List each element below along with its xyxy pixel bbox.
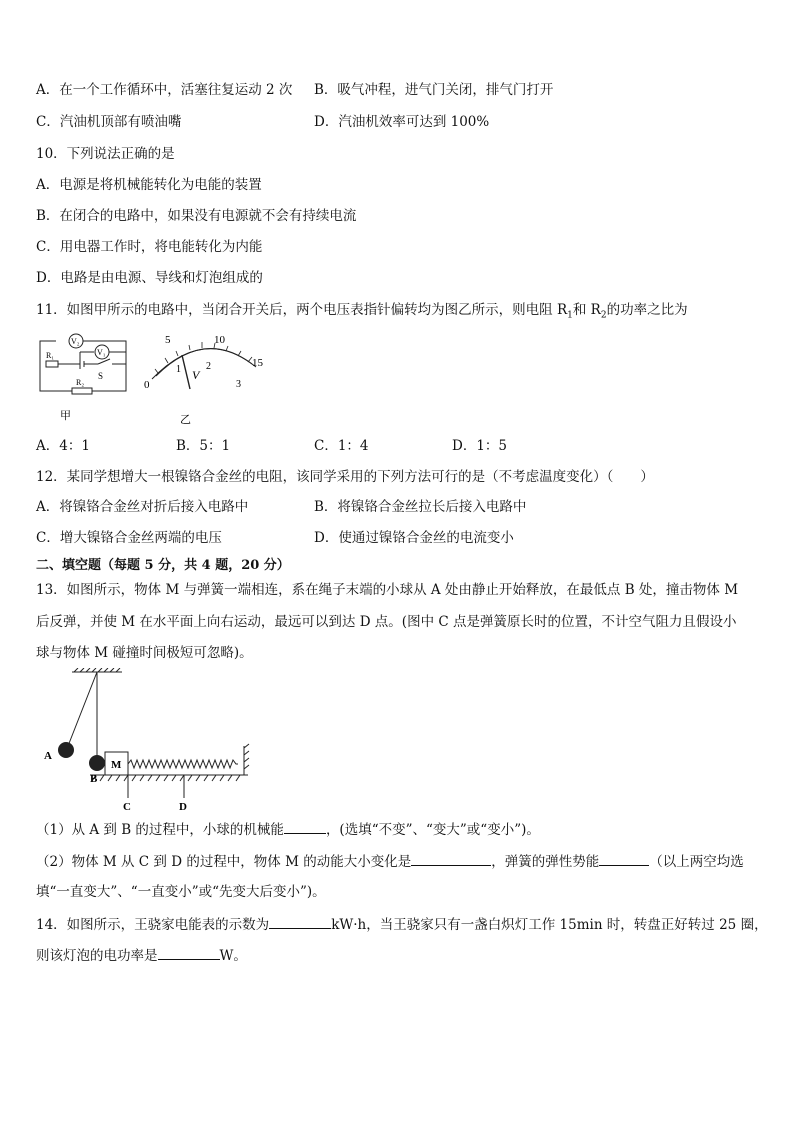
- q13-line-2: 后反弹，并使 M 在水平面上向右运动，最远可以到达 D 点。(图中 C 点是弹簧原长时的位置，不计空气阻力且假设小: [36, 614, 737, 630]
- r1-subscript: 1: [567, 310, 573, 321]
- resistor-r2-icon: [72, 388, 92, 394]
- q11-stem: [36, 300, 688, 326]
- q9-option-a: A．在一个工作循环中，活塞往复运动 2 次: [36, 82, 293, 98]
- figure-jia-label: 甲: [60, 410, 71, 422]
- q11-stem-post: 的功率之比为: [606, 302, 688, 318]
- q13-sub2-mid: ，弹簧的弹性势能: [491, 854, 600, 870]
- q11-option-d: D．1：5: [452, 438, 508, 454]
- q12-option-a: A．将镍铬合金丝对折后接入电路中: [36, 499, 249, 515]
- q12-option-b: B．将镍铬合金丝拉长后接入电路中: [314, 499, 527, 515]
- spring: [128, 760, 238, 768]
- pendulum-spring-diagram: [40, 668, 260, 814]
- q12-option-d: D．使通过镍铬合金丝的电流变小: [314, 530, 514, 546]
- circuit-diagram: [36, 327, 132, 427]
- q13-sub2-line-2: 填“一直变大”、“一直变小”或“先变大后变小”)。: [36, 884, 326, 900]
- q13-sub2: [36, 851, 744, 872]
- q13-sub2-blank-2[interactable]: [599, 851, 649, 866]
- r1-label: R₁: [46, 351, 55, 360]
- q9-option-b: B．吸气冲程，进气门关闭，排气门打开: [314, 82, 554, 98]
- q13-sub1: [36, 819, 540, 840]
- label-m: M: [111, 759, 122, 771]
- dial-label-1: 1: [176, 364, 181, 375]
- figure-yi-label: 乙: [180, 414, 191, 426]
- v1-label: V₁: [97, 348, 106, 357]
- label-c: C: [123, 801, 131, 813]
- q14-line2-pre: 则该灯泡的电功率是: [36, 948, 158, 964]
- q13-sub1-blank[interactable]: [284, 819, 326, 834]
- q10-option-d: D．电路是由电源、导线和灯泡组成的: [36, 270, 263, 286]
- q11-stem-pre: 11．如图甲所示的电路中，当闭合开关后，两个电压表指针偏转均为图乙所示，则电阻 R: [36, 302, 568, 318]
- q10-stem: 10．下列说法正确的是: [36, 146, 175, 162]
- q10-option-b: B．在闭合的电路中，如果没有电源就不会有持续电流: [36, 208, 357, 224]
- q14-line2-post: W。: [219, 948, 247, 964]
- ceiling-hatch: [74, 668, 120, 672]
- section-heading: 二、填空题（每题 5 分，共 4 题，20 分）: [36, 558, 290, 573]
- q13-line-3: 球与物体 M 碰撞时间极短可忽略)。: [36, 645, 253, 661]
- q12-option-c: C．增大镍铬合金丝两端的电压: [36, 530, 222, 546]
- q13-sub2-pre: （2）物体 M 从 C 到 D 的过程中，物体 M 的动能大小变化是: [36, 854, 412, 870]
- dial-label-5: 5: [165, 334, 171, 346]
- dial-pointer: [182, 355, 190, 389]
- switch-icon: [98, 359, 110, 364]
- q11-option-c: C．1：4: [314, 438, 369, 454]
- q13-sub1-pre: （1）从 A 到 B 的过程中，小球的机械能: [36, 822, 284, 838]
- resistor-r1-icon: [46, 361, 58, 367]
- wall-hatch: [244, 744, 249, 769]
- q14-line-1: [36, 914, 768, 935]
- q14-line1-mid: kW·h，当王骁家只有一盏白炽灯工作 15min 时，转盘正好转过 25 圈，: [331, 917, 768, 933]
- r2-subscript: 2: [600, 310, 607, 321]
- q14-blank-1[interactable]: [269, 914, 331, 929]
- dial-arc: [152, 349, 256, 379]
- q11-stem-mid: 和 R: [572, 302, 601, 318]
- switch-label: S: [98, 371, 104, 381]
- q14-blank-2[interactable]: [158, 945, 220, 960]
- dial-label-2: 2: [206, 361, 211, 372]
- r2-label: R₂: [76, 378, 85, 387]
- q13-sub1-post: ，(选填“不变”、“变大”或“变小”)。: [325, 822, 540, 838]
- q13-line-1: 13．如图所示，物体 M 与弹簧一端相连，系在绳子末端的小球从 A 处由静止开始释放，在最低点 B 处，撞击物体 M: [36, 582, 739, 598]
- label-a: A: [44, 750, 52, 762]
- label-d: D: [179, 801, 187, 813]
- dial-ticks: [155, 342, 252, 373]
- q10-option-a: A．电源是将机械能转化为电能的装置: [36, 177, 262, 193]
- dial-zero-label: 0: [144, 379, 150, 391]
- q12-stem: 12．某同学想增大一根镍铬合金丝的电阻，该同学采用的下列方法可行的是（不考虑温度变化）（ ）: [36, 469, 654, 485]
- ball-at-b: [89, 755, 105, 771]
- dial-unit-v: V: [192, 368, 200, 382]
- voltmeter-dial: [138, 327, 270, 429]
- label-b: B: [90, 773, 98, 785]
- q11-option-b: B．5：1: [176, 438, 231, 454]
- q10-option-c: C．用电器工作时，将电能转化为内能: [36, 239, 263, 255]
- v2-label: V₂: [71, 337, 80, 346]
- q13-sub2-blank-1[interactable]: [411, 851, 491, 866]
- q13-sub2-post: （以上两空均选: [649, 854, 744, 870]
- q9-option-d: D．汽油机效率可达到 100%: [314, 114, 490, 130]
- q9-option-c: C．汽油机顶部有喷油嘴: [36, 114, 182, 130]
- floor-hatch: [92, 775, 240, 781]
- dial-label-15: 15: [252, 357, 263, 369]
- q14-line1-pre: 14．如图所示，王骁家电能表的示数为: [36, 917, 270, 933]
- ball-at-a: [58, 742, 74, 758]
- q11-option-a: A．4：1: [36, 438, 90, 454]
- dial-label-3: 3: [236, 379, 241, 390]
- q14-line-2: [36, 945, 247, 966]
- dial-label-10: 10: [214, 334, 225, 346]
- string-at-a: [68, 672, 97, 746]
